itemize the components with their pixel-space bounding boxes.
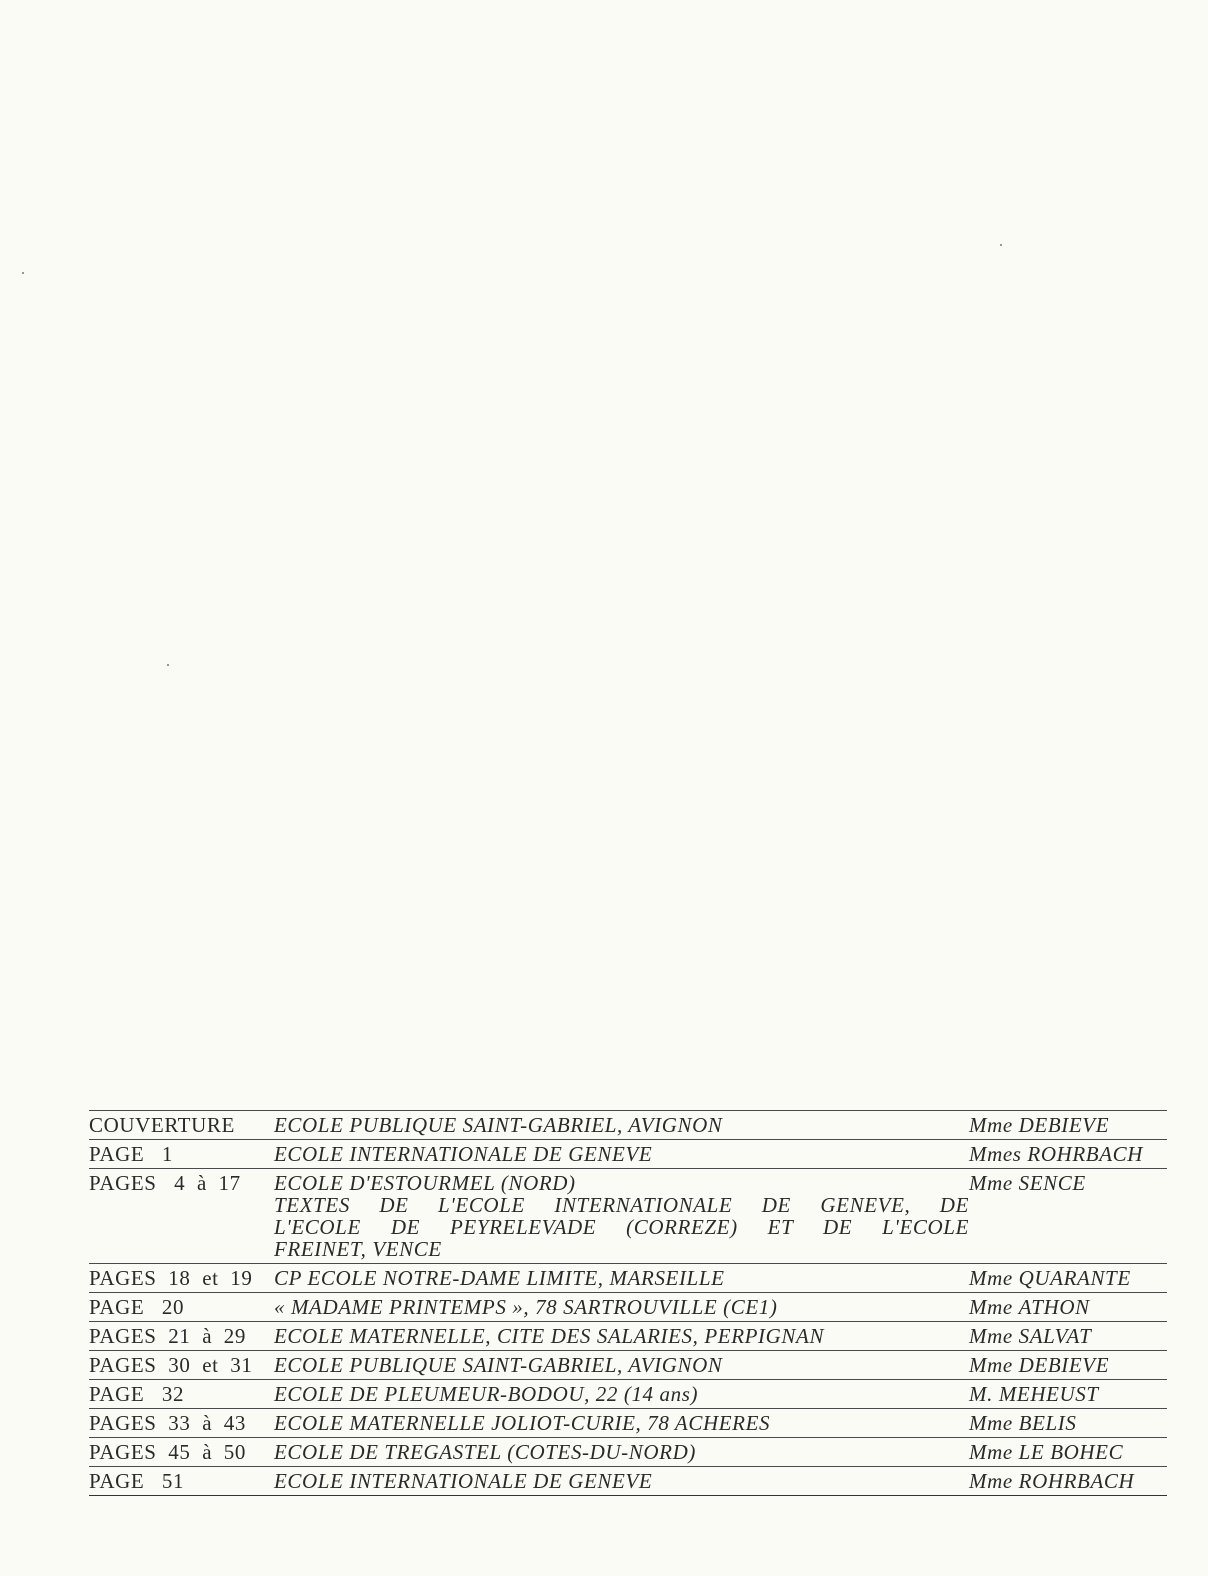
teacher-title: Mme: [969, 1469, 1013, 1493]
page-reference: PAGES 45 à 50: [89, 1438, 274, 1467]
teacher-name: ROHRBACH: [1027, 1142, 1144, 1166]
school-line: FREINET, VENCE: [274, 1237, 442, 1261]
school-line: ECOLE D'ESTOURMEL (NORD): [274, 1171, 576, 1195]
page-reference: PAGE 1: [89, 1140, 274, 1169]
school-name: [274, 1293, 969, 1322]
teacher-name: DEBIEVE: [1018, 1113, 1110, 1137]
teacher: [969, 1380, 1167, 1409]
teacher: [969, 1293, 1167, 1322]
teacher-title: Mmes: [969, 1142, 1022, 1166]
teacher: [969, 1438, 1167, 1467]
school-name: [274, 1380, 969, 1409]
teacher-title: Mme: [969, 1440, 1013, 1464]
school-name: [274, 1467, 969, 1496]
credit-row: [89, 1169, 1167, 1264]
page-reference: COUVERTURE: [89, 1111, 274, 1140]
school-line: « MADAME PRINTEMPS », 78 SARTROUVILLE (CE1): [274, 1295, 778, 1319]
credits-table: [89, 1110, 1167, 1496]
teacher: [969, 1351, 1167, 1380]
page-reference: PAGES 4 à 17: [89, 1169, 274, 1264]
credit-row: [89, 1467, 1167, 1496]
teacher: [969, 1467, 1167, 1496]
school-name: [274, 1409, 969, 1438]
teacher-name: DEBIEVE: [1018, 1353, 1110, 1377]
teacher-name: MEHEUST: [998, 1382, 1099, 1406]
page-reference: PAGES 33 à 43: [89, 1409, 274, 1438]
school-line: ECOLE PUBLIQUE SAINT-GABRIEL, AVIGNON: [274, 1353, 723, 1377]
teacher-title: Mme: [969, 1113, 1013, 1137]
teacher-name: LE BOHEC: [1018, 1440, 1124, 1464]
school-line: ECOLE INTERNATIONALE DE GENEVE: [274, 1469, 653, 1493]
school-line: CP ECOLE NOTRE-DAME LIMITE, MARSEILLE: [274, 1266, 725, 1290]
teacher: [969, 1169, 1167, 1264]
school-line: ECOLE MATERNELLE JOLIOT-CURIE, 78 ACHERES: [274, 1411, 771, 1435]
page-reference: PAGES 30 et 31: [89, 1351, 274, 1380]
school-name: [274, 1322, 969, 1351]
teacher: [969, 1409, 1167, 1438]
teacher-title: Mme: [969, 1171, 1013, 1195]
school-line: ECOLE INTERNATIONALE DE GENEVE: [274, 1142, 653, 1166]
school-name: [274, 1169, 969, 1264]
credit-row: [89, 1264, 1167, 1293]
teacher-title: Mme: [969, 1353, 1013, 1377]
page-reference: PAGES 21 à 29: [89, 1322, 274, 1351]
school-line: ECOLE PUBLIQUE SAINT-GABRIEL, AVIGNON: [274, 1113, 723, 1137]
teacher-title: Mme: [969, 1324, 1013, 1348]
credit-row: [89, 1409, 1167, 1438]
teacher-title: Mme: [969, 1266, 1013, 1290]
teacher-title: Mme: [969, 1411, 1013, 1435]
teacher-name: SALVAT: [1018, 1324, 1092, 1348]
credit-row: [89, 1111, 1167, 1140]
teacher-name: ROHRBACH: [1018, 1469, 1135, 1493]
teacher: [969, 1264, 1167, 1293]
credit-row: [89, 1351, 1167, 1380]
teacher-title: M.: [969, 1382, 993, 1406]
teacher-title: Mme: [969, 1295, 1013, 1319]
teacher-name: ATHON: [1018, 1295, 1090, 1319]
page-reference: PAGE 20: [89, 1293, 274, 1322]
school-line: ECOLE DE TREGASTEL (COTES-DU-NORD): [274, 1440, 696, 1464]
teacher-name: BELIS: [1018, 1411, 1077, 1435]
page-reference: PAGE 32: [89, 1380, 274, 1409]
credit-row: [89, 1322, 1167, 1351]
page-reference: PAGES 18 et 19: [89, 1264, 274, 1293]
credit-row: [89, 1438, 1167, 1467]
school-name: [274, 1438, 969, 1467]
school-line: L'ECOLE DE PEYRELEVADE (CORREZE) ET DE L'ECOLE: [274, 1215, 969, 1239]
speck-mark: [1000, 244, 1002, 246]
school-line: TEXTES DE L'ECOLE INTERNATIONALE DE GENEVE, DE: [274, 1193, 969, 1217]
teacher: [969, 1140, 1167, 1169]
credit-row: [89, 1380, 1167, 1409]
school-name: [274, 1111, 969, 1140]
speck-mark: [22, 272, 24, 274]
credit-row: [89, 1140, 1167, 1169]
credit-row: [89, 1293, 1167, 1322]
credits-body: [89, 1111, 1167, 1496]
school-name: [274, 1264, 969, 1293]
school-name: [274, 1140, 969, 1169]
school-line: ECOLE MATERNELLE, CITE DES SALARIES, PERPIGNAN: [274, 1324, 825, 1348]
speck-mark: [167, 664, 169, 666]
teacher-name: SENCE: [1018, 1171, 1086, 1195]
teacher-name: QUARANTE: [1018, 1266, 1131, 1290]
teacher: [969, 1322, 1167, 1351]
teacher: [969, 1111, 1167, 1140]
school-name: [274, 1351, 969, 1380]
school-line: ECOLE DE PLEUMEUR-BODOU, 22 (14 ans): [274, 1382, 699, 1406]
page-reference: PAGE 51: [89, 1467, 274, 1496]
